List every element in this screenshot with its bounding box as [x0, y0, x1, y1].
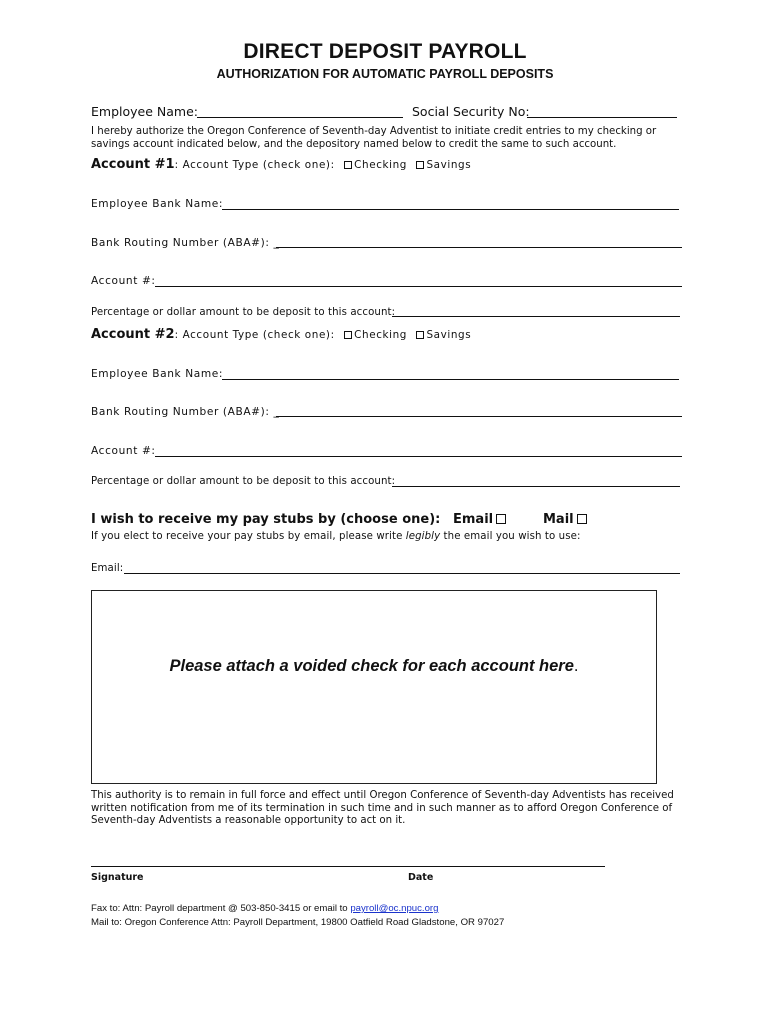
employee-name-label: Employee Name: — [91, 104, 198, 119]
paystub-email-option — [453, 512, 508, 527]
account-2-savings-label: Savings — [426, 329, 472, 341]
account-1-checking-label: Checking — [354, 159, 407, 171]
mail-line: Mail to: Oregon Conference Attn: Payroll Department, 19800 Oatfield Road Gladstone, OR 97027 — [91, 917, 505, 928]
account-1-type-row — [91, 155, 471, 173]
paystub-instruction-start: If you elect to receive your pay stubs by email, please write — [91, 531, 406, 542]
account-2-amount-label: Percentage or dollar amount to be deposit to this account: — [91, 476, 396, 487]
voided-check-text: Please attach a voided check for each account here — [169, 657, 574, 675]
paystub-email-label: Email — [453, 512, 494, 527]
account-2-routing-label: Bank Routing Number (ABA#): _ — [91, 406, 280, 418]
account-1-amount-label: Percentage or dollar amount to be deposit to this account: — [91, 307, 396, 318]
account-1-routing-label: Bank Routing Number (ABA#): _ — [91, 237, 280, 249]
account-1-savings-label: Savings — [426, 159, 472, 171]
voided-check-instruction — [92, 657, 656, 676]
employee-name-field[interactable] — [197, 117, 403, 118]
account-1-bank-name-label: Employee Bank Name: — [91, 198, 224, 210]
account-1-number-field[interactable] — [155, 286, 682, 287]
account-2-checking-label: Checking — [354, 329, 407, 341]
paystub-mail-option — [543, 512, 589, 527]
form-title: DIRECT DEPOSIT PAYROLL — [243, 40, 527, 63]
paystub-mail-label: Mail — [543, 512, 574, 527]
account-1-savings-checkbox[interactable] — [416, 161, 424, 169]
payroll-email-link[interactable]: payroll@oc.npuc.org — [350, 903, 439, 914]
fax-text: Fax to: Attn: Payroll department @ 503-850-3415 or email to — [91, 903, 351, 914]
paystub-instruction-emphasis: legibly — [405, 531, 441, 542]
email-field[interactable] — [124, 573, 680, 574]
signature-line[interactable] — [91, 866, 605, 867]
paystub-instruction-end: the email you wish to use: — [440, 531, 581, 542]
account-1-bank-name-field[interactable] — [222, 209, 679, 210]
account-1-amount-field[interactable] — [392, 316, 680, 317]
date-label: Date — [408, 872, 434, 883]
paystub-heading: I wish to receive my pay stubs by (choose one): — [91, 512, 441, 527]
fax-line — [91, 903, 438, 914]
ssn-field[interactable] — [527, 117, 677, 118]
paystub-instruction — [91, 531, 581, 542]
email-label: Email: — [91, 563, 124, 574]
account-2-number-field[interactable] — [155, 456, 682, 457]
validity-text: This authority is to remain in full force and effect until Oregon Conference of Seventh-day Adventists has received written notification from me of its termination in such time and in such manner as to afford Oregon Conference of Seventh-day Adventists a reasonable opportunity to act on it. — [91, 790, 674, 827]
account-1-number-label: Account #: — [91, 275, 156, 287]
paystub-email-checkbox[interactable] — [496, 514, 506, 524]
account-2-amount-field[interactable] — [392, 486, 680, 487]
account-2-bank-name-field[interactable] — [222, 379, 679, 380]
ssn-label: Social Security No: — [412, 104, 530, 119]
account-2-checking-checkbox[interactable] — [344, 331, 352, 339]
paystub-mail-checkbox[interactable] — [577, 514, 587, 524]
authorization-text: I hereby authorize the Oregon Conference of Seventh-day Adventist to initiate credit entries to my checking or savings account indicated below, and the depository named below to credit the same to such account. — [91, 126, 657, 150]
form-subtitle: AUTHORIZATION FOR AUTOMATIC PAYROLL DEPOSITS — [216, 67, 554, 81]
account-2-heading: Account #2 — [91, 327, 175, 342]
account-1-type-label: : Account Type (check one): — [174, 159, 335, 171]
signature-label: Signature — [91, 872, 144, 883]
account-2-savings-checkbox[interactable] — [416, 331, 424, 339]
account-2-routing-field[interactable] — [276, 416, 682, 417]
account-1-checking-checkbox[interactable] — [344, 161, 352, 169]
voided-check-box[interactable] — [91, 590, 657, 784]
account-1-heading: Account #1 — [91, 157, 175, 172]
account-2-number-label: Account #: — [91, 445, 156, 457]
account-2-bank-name-label: Employee Bank Name: — [91, 368, 224, 380]
account-2-type-row — [91, 325, 471, 343]
account-2-type-label: : Account Type (check one): — [174, 329, 335, 341]
account-1-routing-field[interactable] — [276, 247, 682, 248]
voided-check-period: . — [573, 657, 579, 675]
